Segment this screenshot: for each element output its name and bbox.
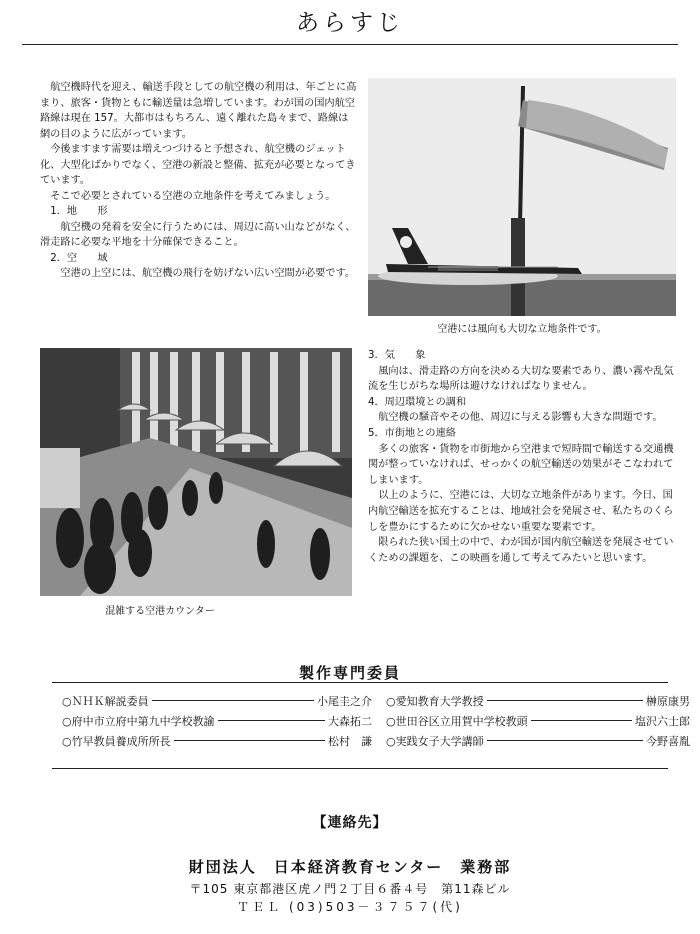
condition-title: 1．地 形	[50, 206, 108, 217]
condition-text: 航空機の発着を安全に行うためには、周辺に高い山などがなく、滑走路に必要な平地を十分確保できること。	[40, 221, 356, 248]
page-title: あらすじ	[296, 10, 404, 36]
member-role: ○実践女子大学講師	[386, 735, 484, 748]
committee-member	[386, 712, 690, 732]
member-role: ○府中市立府中第九中学校教諭	[62, 715, 215, 728]
contact-phone: ＴＥＬ (03)503－３７５７(代)	[237, 900, 463, 914]
condition-text: 航空機の騒音やその他、周辺に与える影響も大きな問題です。	[378, 412, 663, 424]
title-divider	[22, 44, 678, 45]
committee-member	[386, 692, 690, 712]
condition-title: 4．周辺環境との調和	[368, 396, 467, 408]
intro-paragraph: そこで必要とされている空港の立地条件を考えてみましょう。	[50, 190, 336, 202]
member-role: ○ＮＨＫ解説委員	[62, 695, 149, 708]
member-name: 小尾圭之介	[317, 695, 372, 708]
member-name: 塩沢六士郎	[635, 715, 690, 728]
member-name: 松村 謙	[328, 735, 372, 748]
committee-right	[386, 692, 690, 752]
intro-paragraph: 今後ますます需要は増えつづけると予想され、航空機のジェット化、大型化ばかりでなく、空港の新設と整備、拡充が必要となってきています。	[40, 144, 356, 186]
committee-left	[62, 692, 372, 752]
intro-paragraph: 航空機時代を迎え、輸送手段としての航空機の利用は、年ごとに高まり、旅客・貨物ともに輸送量は急増しています。わが国の国内航空路線は現在 157。大都市はもちろん、遠く離れた島々まで、路線は網の目のように広がっています。	[40, 82, 357, 140]
condition-text: 空港の上空には、航空機の飛行を妨げない広い空間が必要です。	[60, 268, 356, 279]
intro-text	[40, 80, 358, 282]
contact-address: 〒105 東京都港区虎ノ門２丁目６番４号 第11森ビル	[189, 882, 511, 896]
committee-divider-top	[52, 682, 668, 683]
member-role: ○竹早教員養成所所長	[62, 735, 171, 748]
member-name: 大森拓二	[328, 715, 372, 728]
committee-heading: 製作専門委員	[298, 664, 401, 682]
member-name: 榊原康男	[646, 695, 690, 708]
committee-divider-bottom	[52, 768, 668, 769]
windsock-photo	[368, 78, 676, 316]
committee-member	[62, 692, 372, 712]
contact-heading: 【連絡先】	[312, 815, 388, 831]
airport-counter-photo	[40, 348, 352, 596]
summary-paragraph: 限られた狭い国土の中で、わが国が国内航空輸送を発展させていくための課題を、この映画を通して考えてみたいと思います。	[368, 537, 674, 564]
condition-text: 多くの旅客・貨物を市街地から空港まで短時間で輸送する交通機関が整っていなければ、せっかくの航空輸送の効果がそこなわれてしまいます。	[368, 443, 674, 486]
summary-paragraph: 以上のように、空港には、大切な立地条件があります。今日、国内航空輸送を拡充することは、地域社会を発展させ、私たちのくらしを豊かにするために欠かせない重要な要素です。	[368, 490, 674, 533]
photo1-caption: 空港には風向も大切な立地条件です。	[437, 324, 607, 335]
committee-member	[62, 732, 372, 752]
contact-organization: 財団法人 日本経済教育センター 業務部	[188, 858, 512, 876]
conditions-continued	[368, 348, 680, 566]
member-name: 今野喜胤	[646, 735, 690, 748]
photo2-caption: 混雑する空港カウンター	[105, 606, 215, 617]
committee-member	[386, 732, 690, 752]
condition-title: 2．空 域	[50, 252, 108, 264]
member-role: ○世田谷区立用賀中学校教頭	[386, 715, 528, 728]
condition-title: 3．気 象	[368, 350, 426, 361]
condition-text: 風向は、滑走路の方向を決める大切な要素であり、濃い霧や乱気流を生じがちな場所は避けなければなりません。	[368, 365, 674, 393]
committee-member	[62, 712, 372, 732]
condition-title: 5．市街地との連絡	[368, 427, 456, 439]
member-role: ○愛知教育大学教授	[386, 695, 484, 708]
